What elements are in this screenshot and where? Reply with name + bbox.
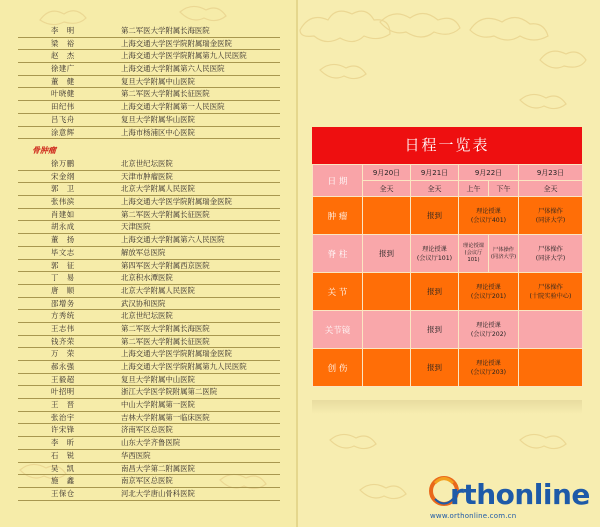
faculty-hospital: 第二军医大学附属长海医院 [121, 26, 210, 35]
row-tumor [313, 197, 583, 235]
faculty-name: 徐建广 [51, 64, 75, 74]
faculty-row [18, 114, 280, 127]
faculty-hospital: 上海交通大学附属第六人民医院 [121, 64, 225, 74]
faculty-row [18, 247, 280, 260]
faculty-row [18, 412, 280, 425]
schedule-cell: 理论授课 (会议厅202) [459, 311, 519, 349]
faculty-hospital: 济南军区总医院 [121, 425, 173, 435]
page-fold [296, 0, 298, 527]
faculty-row [18, 374, 280, 387]
faculty-hospital: 天津医院 [121, 222, 151, 232]
schedule-cell [519, 349, 583, 387]
faculty-hospital: 第二军医大学附属长征医院 [121, 336, 210, 346]
schedule-cell: 报到 [411, 311, 459, 349]
section-title-bone-tumor: 骨肿瘤 [32, 146, 56, 155]
table-shadow [312, 400, 582, 414]
schedule-cell: 理论授课 (会议厅101) [459, 235, 489, 273]
schedule-cell [363, 197, 411, 235]
row-joint [313, 273, 583, 311]
faculty-row [18, 209, 280, 222]
faculty-name: 张治宇 [51, 412, 75, 422]
schedule-cell: 尸体操作 (同济大学) [519, 197, 583, 235]
faculty-row [18, 101, 280, 114]
faculty-hospital: 北京积水潭医院 [121, 273, 173, 283]
faculty-row [18, 437, 280, 450]
faculty-hospital: 第四军医大学附属西京医院 [121, 260, 210, 270]
row-label: 创 伤 [313, 349, 363, 387]
faculty-hospital: 上海交通大学医学院附属第九人民医院 [121, 362, 247, 371]
faculty-name: 董 健 [51, 76, 75, 86]
faculty-name: 董 扬 [51, 235, 75, 245]
faculty-name: 赵 杰 [51, 51, 75, 61]
row-label: 关节镜 [313, 311, 363, 349]
date-cell: 9月23日 [519, 165, 583, 181]
faculty-name: 胡永成 [51, 222, 75, 232]
schedule-cell: 尸体操作 (同济大学) [519, 235, 583, 273]
faculty-hospital: 吉林大学附属第一临床医院 [121, 412, 210, 422]
faculty-name: 王志伟 [51, 323, 75, 333]
period-cell: 下午 [489, 181, 519, 197]
faculty-name: 王毅超 [51, 374, 75, 384]
date-cell: 9月21日 [411, 165, 459, 181]
schedule-cell [519, 311, 583, 349]
faculty-list-top [18, 25, 280, 139]
schedule-grid [312, 164, 583, 387]
faculty-hospital: 第二军医大学附属长征医院 [121, 89, 210, 99]
row-trauma [313, 349, 583, 387]
faculty-row [18, 88, 280, 101]
schedule-cell: 尸体操作 (十院实验中心) [519, 273, 583, 311]
schedule-cell: 理论授课 (会议厅203) [459, 349, 519, 387]
faculty-name: 徐万鹏 [51, 159, 75, 168]
faculty-row [18, 386, 280, 399]
faculty-row [18, 221, 280, 234]
faculty-row [18, 475, 280, 488]
faculty-name: 叶晓健 [51, 89, 75, 99]
faculty-hospital: 武汉协和医院 [121, 298, 166, 308]
faculty-hospital: 北京大学附属人民医院 [121, 184, 195, 194]
faculty-name: 施 鑫 [51, 476, 75, 486]
faculty-hospital: 复旦大学附属华山医院 [121, 114, 195, 124]
faculty-name: 邵增务 [51, 298, 75, 308]
faculty-row [18, 310, 280, 323]
row-spine [313, 235, 583, 273]
faculty-name: 叶招明 [51, 387, 75, 397]
schedule-cell: 报到 [411, 273, 459, 311]
faculty-row [18, 260, 280, 273]
faculty-name: 丁 易 [51, 273, 75, 283]
faculty-name: 田纪伟 [51, 102, 75, 112]
faculty-name: 王 晋 [51, 400, 75, 410]
faculty-row [18, 424, 280, 437]
faculty-row [18, 450, 280, 463]
period-cell: 上午 [459, 181, 489, 197]
period-cell: 全天 [519, 181, 583, 197]
row-arthroscopy [313, 311, 583, 349]
schedule-cell [363, 349, 411, 387]
schedule-cell [363, 311, 411, 349]
faculty-row [18, 50, 280, 63]
faculty-hospital: 上海交通大学附属第一人民医院 [121, 102, 225, 112]
faculty-name: 石 锐 [51, 450, 75, 460]
faculty-row [18, 234, 280, 247]
site-url: www.orthonline.com.cn [430, 512, 517, 520]
schedule-cell: 报到 [411, 349, 459, 387]
faculty-hospital: 复旦大学附属中山医院 [121, 76, 195, 86]
faculty-name: 郭 卫 [51, 184, 75, 194]
period-cell: 全天 [363, 181, 411, 197]
faculty-hospital: 解放军总医院 [121, 247, 166, 257]
faculty-hospital: 山东大学齐鲁医院 [121, 438, 181, 448]
faculty-name: 吴 凯 [51, 463, 75, 473]
schedule-cell: 理论授课 (会议厅101) [411, 235, 459, 273]
faculty-name: 肖建如 [51, 209, 75, 219]
faculty-hospital: 天津市肿瘤医院 [121, 171, 173, 181]
row-label: 肿 瘤 [313, 197, 363, 235]
faculty-name: 许宋锋 [51, 425, 75, 435]
faculty-name: 毕文志 [51, 247, 75, 257]
orthonline-logo-text: rthonline [450, 478, 590, 511]
date-header: 日 期 [313, 165, 363, 197]
faculty-row [18, 25, 280, 38]
period-cell: 全天 [411, 181, 459, 197]
faculty-name: 李 昕 [51, 438, 75, 448]
faculty-name: 万 荣 [51, 349, 75, 359]
faculty-row [18, 323, 280, 336]
faculty-row [18, 361, 280, 374]
faculty-name: 郝永强 [51, 362, 75, 371]
faculty-hospital: 复旦大学附属中山医院 [121, 374, 195, 384]
faculty-row [18, 76, 280, 89]
faculty-name: 吕飞舟 [51, 114, 75, 124]
faculty-name: 宋金纲 [51, 171, 75, 181]
faculty-row [18, 488, 280, 501]
faculty-hospital: 南昌大学第二附属医院 [121, 463, 195, 473]
date-cell: 9月20日 [363, 165, 411, 181]
faculty-hospital: 第二军医大学附属长海医院 [121, 323, 210, 333]
faculty-hospital: 上海交通大学医学院附属瑞金医院 [121, 38, 232, 48]
faculty-hospital: 北京大学附属人民医院 [121, 285, 195, 295]
faculty-hospital: 上海交通大学医学院附属第九人民医院 [121, 51, 247, 61]
faculty-row [18, 285, 280, 298]
faculty-name: 张伟滨 [51, 197, 75, 207]
faculty-hospital: 北京世纪坛医院 [121, 159, 173, 168]
faculty-row [18, 127, 280, 140]
faculty-name: 涂意辉 [51, 127, 75, 137]
schedule-title: 日程一览表 [312, 127, 582, 164]
faculty-hospital: 上海交通大学医学院附属瑞金医院 [121, 349, 232, 359]
faculty-hospital: 上海交通大学附属第六人民医院 [121, 235, 225, 245]
faculty-row [18, 463, 280, 476]
faculty-hospital: 华西医院 [121, 450, 151, 460]
faculty-row [18, 158, 280, 171]
faculty-row [18, 171, 280, 184]
faculty-name: 钱齐荣 [51, 336, 75, 346]
faculty-row [18, 272, 280, 285]
row-label: 关 节 [313, 273, 363, 311]
faculty-hospital: 中山大学附属第一医院 [121, 400, 195, 410]
schedule-cell [363, 273, 411, 311]
faculty-row [18, 298, 280, 311]
faculty-row [18, 399, 280, 412]
faculty-row [18, 196, 280, 209]
faculty-hospital: 河北大学唐山骨科医院 [121, 488, 195, 498]
schedule-cell: 理论授课 (会议厅201) [459, 273, 519, 311]
faculty-hospital: 上海交通大学医学院附属瑞金医院 [121, 197, 232, 207]
faculty-name: 李 明 [51, 26, 75, 35]
faculty-name: 方秀统 [51, 311, 75, 321]
faculty-hospital: 北京世纪坛医院 [121, 311, 173, 321]
schedule-table [312, 127, 582, 387]
faculty-hospital: 浙江大学医学院附属第二医院 [121, 387, 218, 397]
faculty-name: 唐 顺 [51, 285, 75, 295]
faculty-hospital: 上海市杨浦区中心医院 [121, 127, 195, 137]
faculty-name: 郭 征 [51, 260, 75, 270]
faculty-row [18, 38, 280, 51]
faculty-name: 梁 裕 [51, 38, 75, 48]
faculty-name: 王保仓 [51, 488, 75, 498]
date-cell: 9月22日 [459, 165, 519, 181]
schedule-cell: 报到 [411, 197, 459, 235]
faculty-hospital: 第二军医大学附属长征医院 [121, 209, 210, 219]
faculty-row [18, 348, 280, 361]
schedule-cell: 理论授课 (会议厅401) [459, 197, 519, 235]
faculty-list-bone-tumor [18, 158, 280, 501]
row-label: 脊 柱 [313, 235, 363, 273]
faculty-row [18, 336, 280, 349]
faculty-row [18, 63, 280, 76]
schedule-cell: 尸体操作 (同济大学) [489, 235, 519, 273]
faculty-row [18, 183, 280, 196]
faculty-hospital: 南京军区总医院 [121, 476, 173, 486]
schedule-cell: 报到 [363, 235, 411, 273]
